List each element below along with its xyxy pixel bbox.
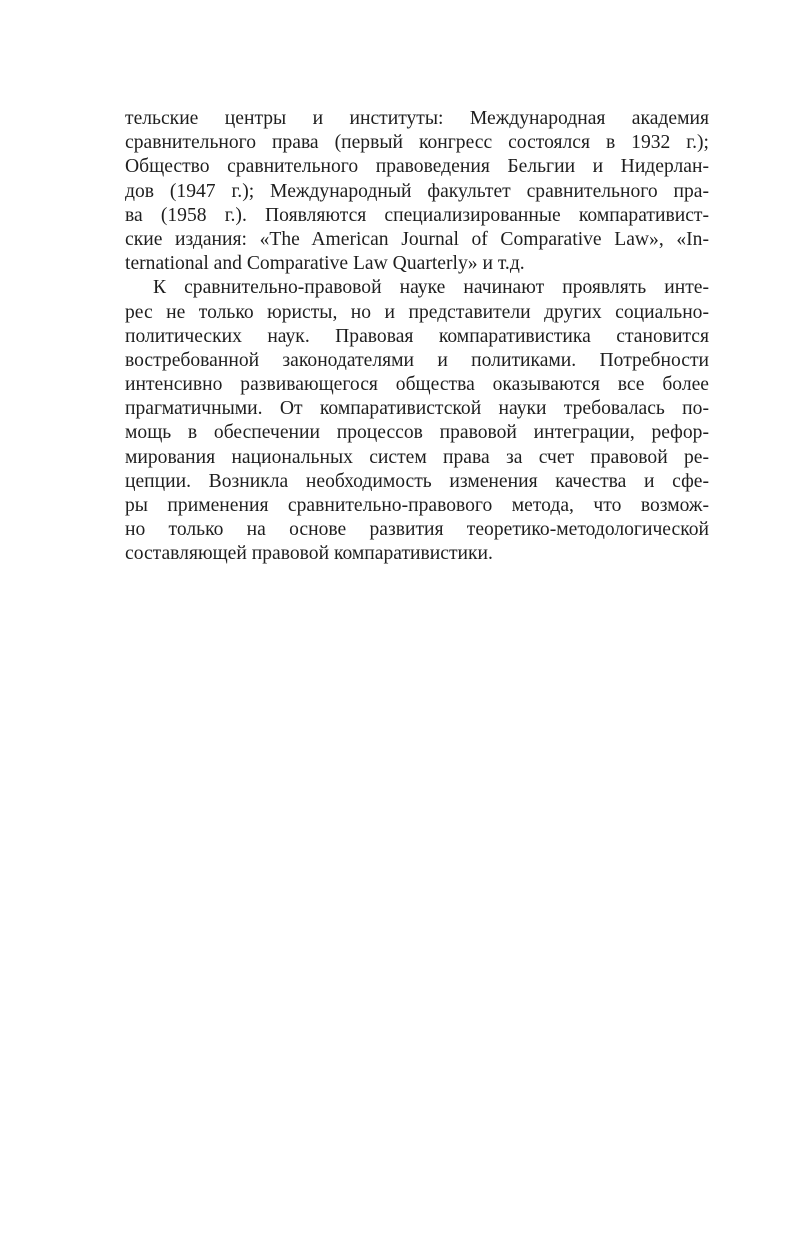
text-line: ва (1958 г.). Появляются специализированные компаративист- (125, 204, 709, 226)
text-line: рес не только юристы, но и представители других социально- (125, 301, 709, 323)
text-line: ры применения сравнительно-правового метода, что возмож- (125, 495, 709, 516)
text-line: но только на основе развития теоретико-методологической (125, 519, 709, 541)
text-line: тельские центры и институты: Международная академия (125, 108, 709, 129)
text-line: дов (1947 г.); Международный факультет сравнительного пра- (125, 180, 709, 202)
text-line: ternational and Comparative Law Quarterly» и т.д. (125, 253, 525, 275)
text-line: мощь в обеспечении процессов правовой интеграции, рефор- (125, 422, 709, 444)
text-line: прагматичными. От компаративистской науки требовалась по- (125, 398, 709, 420)
page-body (125, 107, 709, 567)
text-line: цепции. Возникла необходимость изменения качества и сфе- (125, 470, 709, 492)
text-line: сравнительного права (первый конгресс состоялся в 1932 г.); (125, 132, 709, 154)
paragraph-2 (125, 276, 709, 566)
paragraph-1 (125, 107, 709, 276)
text-line: мирования национальных систем права за счет правовой ре- (125, 446, 709, 468)
text-line: востребованной законодателями и политиками. Потребности (125, 349, 709, 371)
text-line: Общество сравнительного правоведения Бельгии и Нидерлан- (125, 156, 709, 178)
text-line: составляющей правовой компаративистики. (125, 543, 493, 565)
text-line: ские издания: «The American Journal of Comparative Law», «In- (125, 228, 709, 250)
text-line: политических наук. Правовая компаративистика становится (125, 325, 709, 347)
text-line: интенсивно развивающегося общества оказываются все более (125, 374, 709, 396)
text-line: К сравнительно-правовой науке начинают проявлять инте- (153, 277, 709, 299)
